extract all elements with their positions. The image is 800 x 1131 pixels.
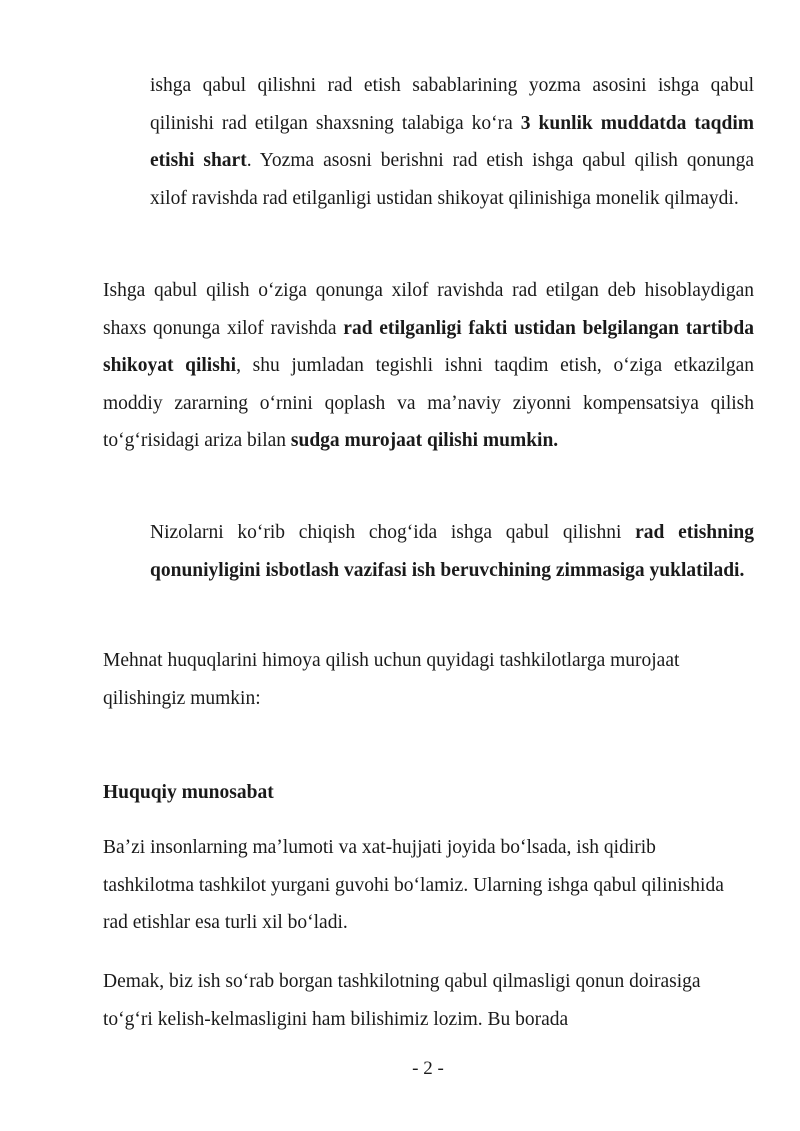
text-run: , shu jumladan tegishli ishni taqdim etish, oʻziga etkazilgan moddiy zararning oʻrnini qoplash va maʼnaviy ziyonni kompensatsiya qilish toʻgʻrisidagi ariza bilan xyxy=(103,355,754,451)
text-run: . Yozma asosni berishni rad etish ishga qabul qilish qonunga xilof ravishda rad etilganligi ustidan shikoyat qilinishiga monelik qilmaydi. xyxy=(150,150,755,209)
paragraph-burden-of-proof xyxy=(150,514,754,589)
paragraph-complaint-right xyxy=(103,272,754,460)
text-run: ishga qabul qilishni rad etish sabablarining yozma asosini ishga qabul qilinishi rad etilgan shaxsning talabiga koʻra xyxy=(150,75,754,134)
page-number: - 2 - xyxy=(412,1058,444,1079)
bold-text-run: rad etishning qonuniyligini isbotlash vazifasi ish beruvchining zimmasiga yuklatiladi. xyxy=(150,522,755,581)
paragraph-conclusion: Demak, biz ish soʻrab borgan tashkilotning qabul qilmasligi qonun doirasiga toʻgʻri kelish-kelmasligini ham bilishimiz lozim. Bu borada xyxy=(103,971,701,1030)
bold-text-run: rad etilganligi fakti ustidan belgilangan tartibda shikoyat qilishi xyxy=(103,317,754,376)
paragraph-legal-relationship: Baʼzi insonlarning maʼlumoti va xat-hujjati joyida boʻlsada, ish qidirib tashkilotma tashkilot yurgani guvohi boʻlamiz. Ularning ishga qabul qilinishida rad etishlar esa turli xil boʻladi. xyxy=(103,837,724,933)
section-heading: Huquqiy munosabat xyxy=(103,782,274,803)
paragraph-organizations-intro: Mehnat huquqlarini himoya qilish uchun quyidagi tashkilotlarga murojaat qilishingiz mumkin: xyxy=(103,650,680,709)
paragraph-written-refusal xyxy=(150,67,754,217)
bold-text-run: 3 kunlik muddatda taqdim etishi shart xyxy=(150,112,754,171)
text-run: Nizolarni koʻrib chiqish chogʻida ishga qabul qilishni xyxy=(150,522,636,543)
text-run: Ishga qabul qilish oʻziga qonunga xilof ravishda rad etilgan deb hisoblaydigan shaxs qonunga xilof ravishda xyxy=(103,280,754,339)
bold-text-run: sudga murojaat qilishi mumkin. xyxy=(290,430,559,451)
